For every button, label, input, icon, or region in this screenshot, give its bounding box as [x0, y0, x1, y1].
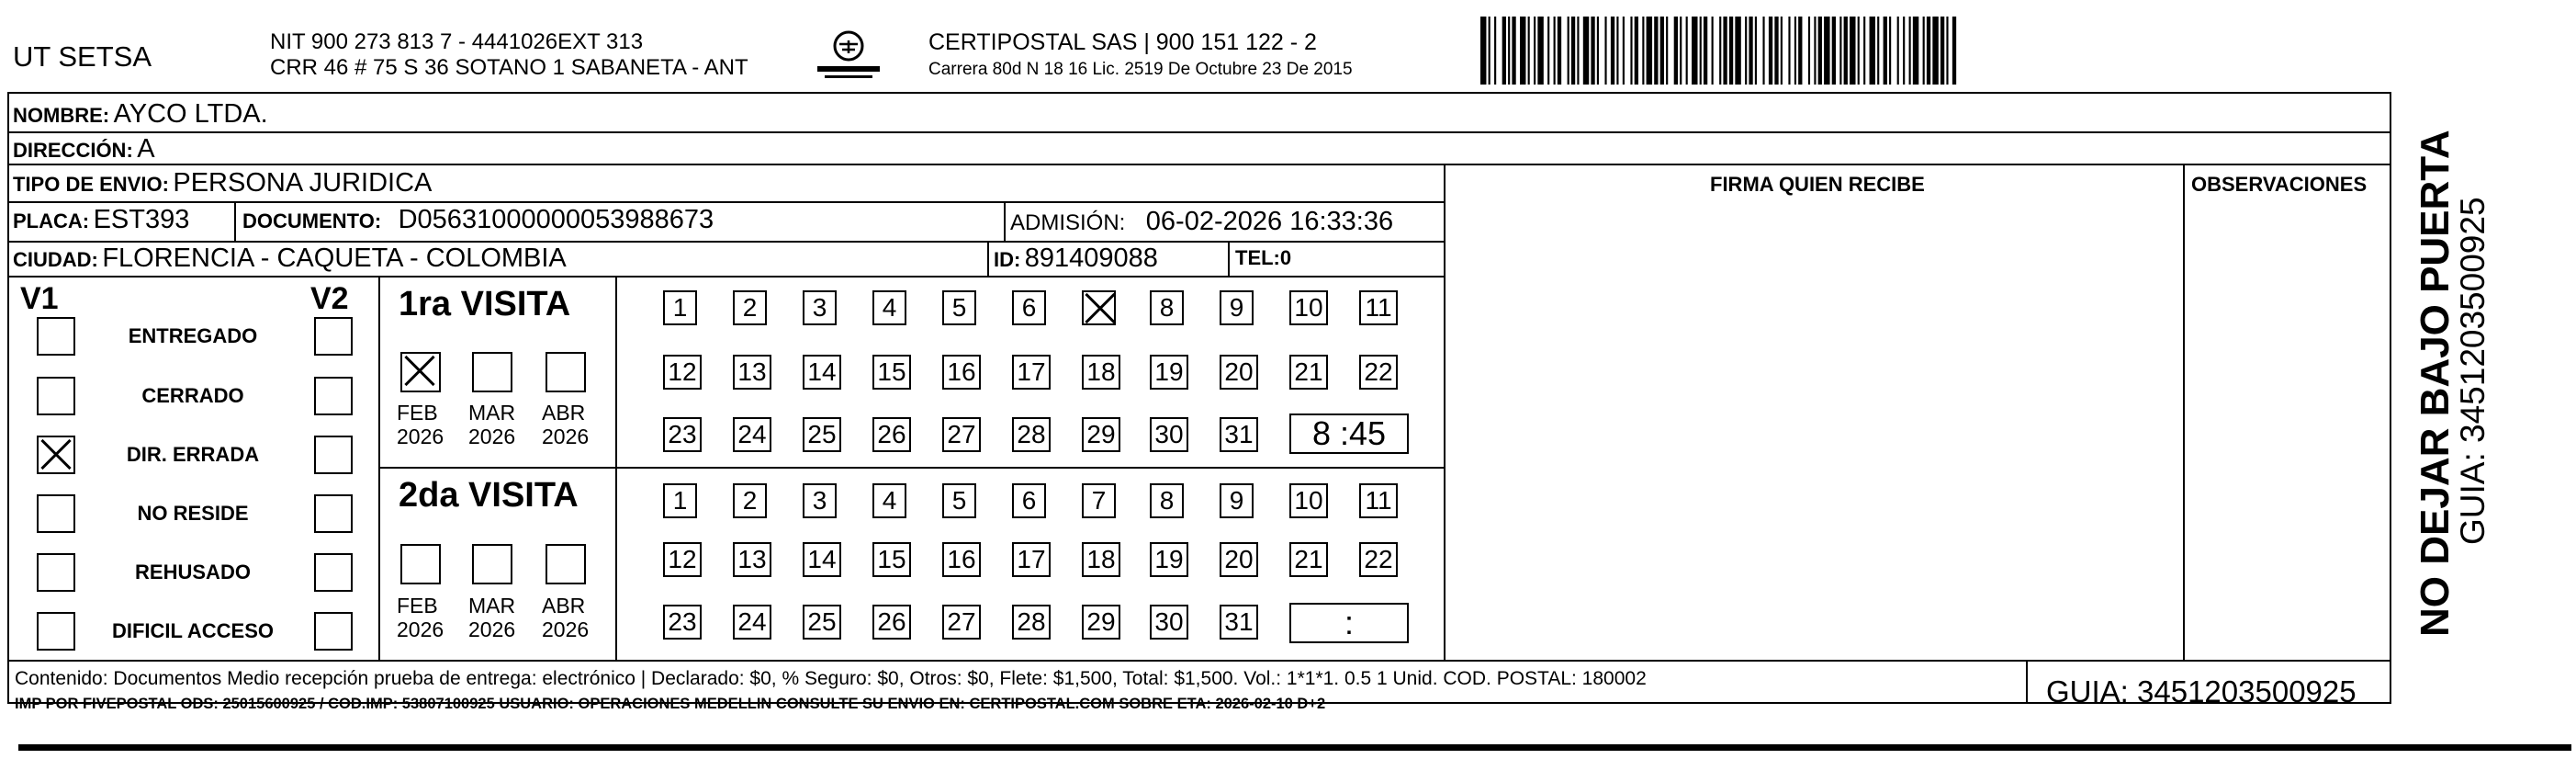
day-number: 2 [742, 293, 758, 322]
day-number: 31 [1224, 607, 1254, 636]
id-row [994, 245, 1158, 272]
nit-line: NIT 900 273 813 7 - 4441026EXT 313 [270, 29, 644, 54]
day-box[interactable] [1012, 542, 1051, 577]
month-label: FEB [397, 594, 438, 617]
day-number: 24 [737, 607, 767, 636]
status-label: NO RESIDE [137, 502, 249, 525]
day-box[interactable] [1359, 542, 1398, 577]
day-box[interactable] [1289, 290, 1328, 325]
nombre-label: NOMBRE: [13, 104, 110, 127]
logo-icon [812, 28, 885, 83]
divider [1004, 201, 1006, 241]
v2-checkbox[interactable] [314, 377, 353, 415]
day-number: 31 [1224, 420, 1254, 448]
day-number: 7 [1091, 486, 1107, 515]
status-label: REHUSADO [135, 561, 251, 583]
tel-value: 0 [1279, 246, 1292, 269]
bottom-rule [18, 744, 2571, 751]
day-number: 19 [1154, 545, 1184, 573]
day-box[interactable] [1150, 355, 1188, 390]
day-number: 26 [877, 607, 906, 636]
day-box[interactable] [803, 417, 841, 452]
side-warning: NO DEJAR BAJO PUERTA [2413, 130, 2458, 637]
day-box[interactable] [663, 417, 702, 452]
side-guia: GUIA: 3451203500925 [2454, 197, 2492, 545]
month-checkbox[interactable] [546, 352, 586, 392]
day-number: 25 [807, 420, 837, 448]
day-box[interactable] [942, 290, 976, 325]
nombre-row [13, 101, 268, 128]
day-box[interactable] [663, 290, 697, 325]
day-box[interactable] [1012, 605, 1051, 640]
side-warning-block [2397, 96, 2498, 639]
day-number: 30 [1154, 607, 1184, 636]
day-number: 2 [742, 486, 758, 515]
day-number: 29 [1086, 607, 1116, 636]
day-number: 17 [1017, 357, 1046, 386]
day-number: 12 [668, 357, 697, 386]
month-checkbox[interactable] [400, 544, 441, 584]
tel-row [1235, 248, 1291, 268]
day-number: 16 [947, 357, 976, 386]
day-box[interactable] [663, 355, 702, 390]
day-box[interactable] [1220, 483, 1254, 518]
direccion-value: A [137, 134, 155, 164]
day-number: 26 [877, 420, 906, 448]
day-box[interactable] [942, 605, 981, 640]
day-number: 15 [877, 545, 906, 573]
day-box[interactable] [1150, 483, 1184, 518]
observaciones-header: OBSERVACIONES [2191, 173, 2368, 196]
carrier-line: CERTIPOSTAL SAS | 900 151 122 - 2 [928, 29, 1317, 55]
day-box[interactable] [872, 605, 911, 640]
day-number: 11 [1365, 293, 1392, 322]
v1-checkbox[interactable] [37, 317, 75, 356]
month-label: FEB [397, 401, 438, 425]
day-number: 28 [1017, 607, 1046, 636]
day-box[interactable] [1082, 605, 1120, 640]
barcode-icon [1480, 17, 2206, 85]
divider [7, 241, 1445, 243]
day-number: 6 [1021, 293, 1037, 322]
day-box[interactable] [1220, 542, 1258, 577]
day-box[interactable] [663, 542, 702, 577]
documento-value: D05631000000053988673 [398, 205, 714, 234]
day-box[interactable] [803, 290, 837, 325]
ciudad-label: CIUDAD: [13, 248, 98, 271]
day-number: 5 [951, 486, 967, 515]
day-box[interactable] [1359, 355, 1398, 390]
day-box[interactable] [872, 542, 911, 577]
tipo-row [13, 170, 432, 197]
month-checkbox[interactable] [546, 544, 586, 584]
day-box[interactable] [1012, 483, 1046, 518]
day-number: 13 [737, 357, 767, 386]
month-checkbox[interactable] [472, 352, 512, 392]
month-checkbox[interactable] [400, 352, 441, 392]
year-label: 2026 [468, 425, 516, 448]
footer-guia: GUIA: 3451203500925 [2046, 674, 2357, 708]
documento-row [242, 207, 714, 233]
day-number: 17 [1017, 545, 1046, 573]
day-number: 20 [1224, 357, 1254, 386]
day-box[interactable] [1289, 355, 1328, 390]
day-number: 8 [1159, 293, 1175, 322]
day-number: 30 [1154, 420, 1184, 448]
day-box[interactable] [1082, 483, 1116, 518]
month-label: ABR [542, 401, 586, 425]
v1-checkbox[interactable] [37, 612, 75, 651]
day-number: 28 [1017, 420, 1046, 448]
day-box[interactable] [803, 542, 841, 577]
nombre-value: AYCO LTDA. [113, 99, 268, 129]
day-number: 11 [1365, 486, 1392, 515]
day-box[interactable] [942, 542, 981, 577]
day-number: 22 [1364, 545, 1393, 573]
status-label: ENTREGADO [128, 324, 258, 347]
divider [7, 92, 2391, 94]
day-box[interactable] [1150, 605, 1188, 640]
ciudad-value: FLORENCIA - CAQUETA - COLOMBIA [102, 244, 567, 273]
day-number: 21 [1294, 545, 1323, 573]
v1-checkbox[interactable] [37, 436, 75, 474]
day-box[interactable] [942, 483, 976, 518]
day-number: 4 [882, 293, 897, 322]
year-label: 2026 [397, 617, 444, 641]
day-number: 23 [668, 420, 697, 448]
v1-checkbox[interactable] [37, 377, 75, 415]
divider [1228, 241, 1230, 276]
day-number: 15 [877, 357, 906, 386]
day-number: 12 [668, 545, 697, 573]
time-box[interactable] [1289, 603, 1409, 643]
month-label: ABR [542, 594, 586, 617]
divider [7, 201, 1445, 203]
placa-label: PLACA: [13, 210, 90, 232]
day-box[interactable] [1220, 605, 1258, 640]
day-box[interactable] [1359, 290, 1398, 325]
firma-header: FIRMA QUIEN RECIBE [1710, 173, 1925, 196]
time-value: : [1344, 604, 1354, 641]
status-label: CERRADO [141, 384, 244, 407]
admision-label: ADMISIÓN: [1010, 210, 1126, 235]
day-box[interactable] [1012, 355, 1051, 390]
day-number: 19 [1154, 357, 1184, 386]
v1-label: V1 [20, 281, 59, 316]
v1-checkbox[interactable] [37, 553, 75, 592]
day-box[interactable] [803, 355, 841, 390]
day-number: 27 [947, 607, 976, 636]
visit1-title: 1ra VISITA [399, 285, 571, 323]
day-number: 8 [1159, 486, 1175, 515]
divider [7, 164, 2391, 165]
day-number: 5 [951, 293, 967, 322]
day-number: 9 [1229, 293, 1244, 322]
divider [378, 467, 1445, 469]
day-box[interactable] [803, 605, 841, 640]
day-box[interactable] [872, 417, 911, 452]
v1-checkbox[interactable] [37, 494, 75, 533]
tipo-value: PERSONA JURIDICA [173, 168, 433, 198]
v2-checkbox[interactable] [314, 317, 353, 356]
id-value: 891409088 [1024, 244, 1158, 273]
day-box[interactable] [1220, 355, 1258, 390]
day-box[interactable] [1012, 417, 1051, 452]
day-number: 18 [1086, 545, 1116, 573]
tipo-label: TIPO DE ENVIO: [13, 173, 169, 196]
day-number: 4 [882, 486, 897, 515]
day-number: 9 [1229, 486, 1244, 515]
day-box[interactable] [1220, 417, 1258, 452]
day-box[interactable] [733, 417, 771, 452]
v2-checkbox[interactable] [314, 436, 353, 474]
address-line: CRR 46 # 75 S 36 SOTANO 1 SABANETA - ANT [270, 55, 748, 80]
time-value: 8 :45 [1311, 414, 1387, 452]
divider [7, 92, 9, 704]
day-number: 23 [668, 607, 697, 636]
month-checkbox[interactable] [472, 544, 512, 584]
v2-checkbox[interactable] [314, 553, 353, 592]
placa-row [13, 207, 189, 233]
day-number: 10 [1294, 486, 1323, 515]
status-label: DIR. ERRADA [126, 443, 260, 466]
year-label: 2026 [468, 617, 516, 641]
day-number: 27 [947, 420, 976, 448]
company-name: UT SETSA [13, 40, 152, 73]
day-box[interactable] [1150, 290, 1184, 325]
year-label: 2026 [542, 617, 590, 641]
day-box[interactable] [1220, 290, 1254, 325]
divider [987, 241, 989, 276]
day-box[interactable] [1289, 542, 1328, 577]
day-number: 1 [672, 293, 688, 322]
admision-row [1010, 209, 1393, 235]
day-box[interactable] [663, 605, 702, 640]
day-box[interactable] [1359, 483, 1398, 518]
day-box[interactable] [1082, 290, 1116, 325]
day-number: 1 [672, 486, 688, 515]
day-box[interactable] [733, 542, 771, 577]
v2-checkbox[interactable] [314, 494, 353, 533]
day-number: 10 [1294, 293, 1323, 322]
day-box[interactable] [1289, 483, 1328, 518]
day-number: 14 [807, 545, 837, 573]
imp-line: IMP POR FIVEPOSTAL ODS: 25015600925 / COD.IMP: 53807100925 USUARIO: OPERACIONES MEDELLIN CONSULTE SU ENVIO EN: CERTIPOSTAL.COM SOBRE ETA: 2026-02-10 D+2 [15, 696, 1326, 712]
v2-checkbox[interactable] [314, 612, 353, 651]
day-box[interactable] [1082, 417, 1120, 452]
day-box[interactable] [733, 290, 767, 325]
day-number: 3 [812, 486, 827, 515]
day-box[interactable] [872, 483, 906, 518]
contenido-line: Contenido: Documentos Medio recepción prueba de entrega: electrónico | Declarado: $0, % Seguro: $0, Otros: $0, Flete: $1,500, Total: $1,500. Vol.: 1*1*1. 0.5 1 Unid. COD. POSTAL: 180002 [15, 668, 1647, 689]
day-box[interactable] [803, 483, 837, 518]
divider [234, 201, 236, 241]
visit2-title: 2da VISITA [399, 476, 579, 515]
direccion-label: DIRECCIÓN: [13, 139, 133, 162]
day-number: 13 [737, 545, 767, 573]
day-box[interactable] [942, 355, 981, 390]
divider [2026, 660, 2028, 704]
divider [1444, 164, 1445, 660]
v2-label: V2 [310, 281, 349, 316]
year-label: 2026 [542, 425, 590, 448]
ciudad-row [13, 245, 567, 272]
day-number: 16 [947, 545, 976, 573]
divider [2183, 164, 2185, 660]
id-label: ID: [994, 248, 1021, 271]
year-label: 2026 [397, 425, 444, 448]
placa-value: EST393 [93, 205, 190, 234]
day-box[interactable] [1012, 290, 1046, 325]
status-label: DIFICIL ACCESO [111, 619, 274, 642]
day-number: 3 [812, 293, 827, 322]
certipostal-logo [812, 28, 885, 83]
day-box[interactable] [1082, 542, 1120, 577]
day-number: 24 [737, 420, 767, 448]
divider [7, 131, 2391, 133]
divider [7, 660, 2391, 662]
day-number: 6 [1021, 486, 1037, 515]
day-number: 14 [807, 357, 837, 386]
day-number: 20 [1224, 545, 1254, 573]
documento-label: DOCUMENTO: [242, 210, 382, 232]
month-label: MAR [468, 594, 516, 617]
day-box[interactable] [1150, 542, 1188, 577]
day-box[interactable] [1082, 355, 1120, 390]
day-number: 21 [1294, 357, 1323, 386]
divider [7, 276, 1445, 278]
day-box[interactable] [733, 605, 771, 640]
carrier-sub: Carrera 80d N 18 16 Lic. 2519 De Octubre 23 De 2015 [928, 60, 1353, 79]
admision-value: 06-02-2026 16:33:36 [1145, 207, 1394, 236]
day-box[interactable] [1150, 417, 1188, 452]
day-box[interactable] [663, 483, 697, 518]
divider [2390, 92, 2391, 704]
day-box[interactable] [872, 355, 911, 390]
day-box[interactable] [733, 355, 771, 390]
day-number: 22 [1364, 357, 1393, 386]
day-box[interactable] [733, 483, 767, 518]
day-number: 25 [807, 607, 837, 636]
time-box[interactable] [1289, 413, 1409, 454]
direccion-row [13, 136, 155, 163]
day-number: 29 [1086, 420, 1116, 448]
tel-label: TEL: [1235, 246, 1280, 269]
day-box[interactable] [872, 290, 906, 325]
day-number: 18 [1086, 357, 1116, 386]
month-label: MAR [468, 401, 516, 425]
day-box[interactable] [942, 417, 981, 452]
